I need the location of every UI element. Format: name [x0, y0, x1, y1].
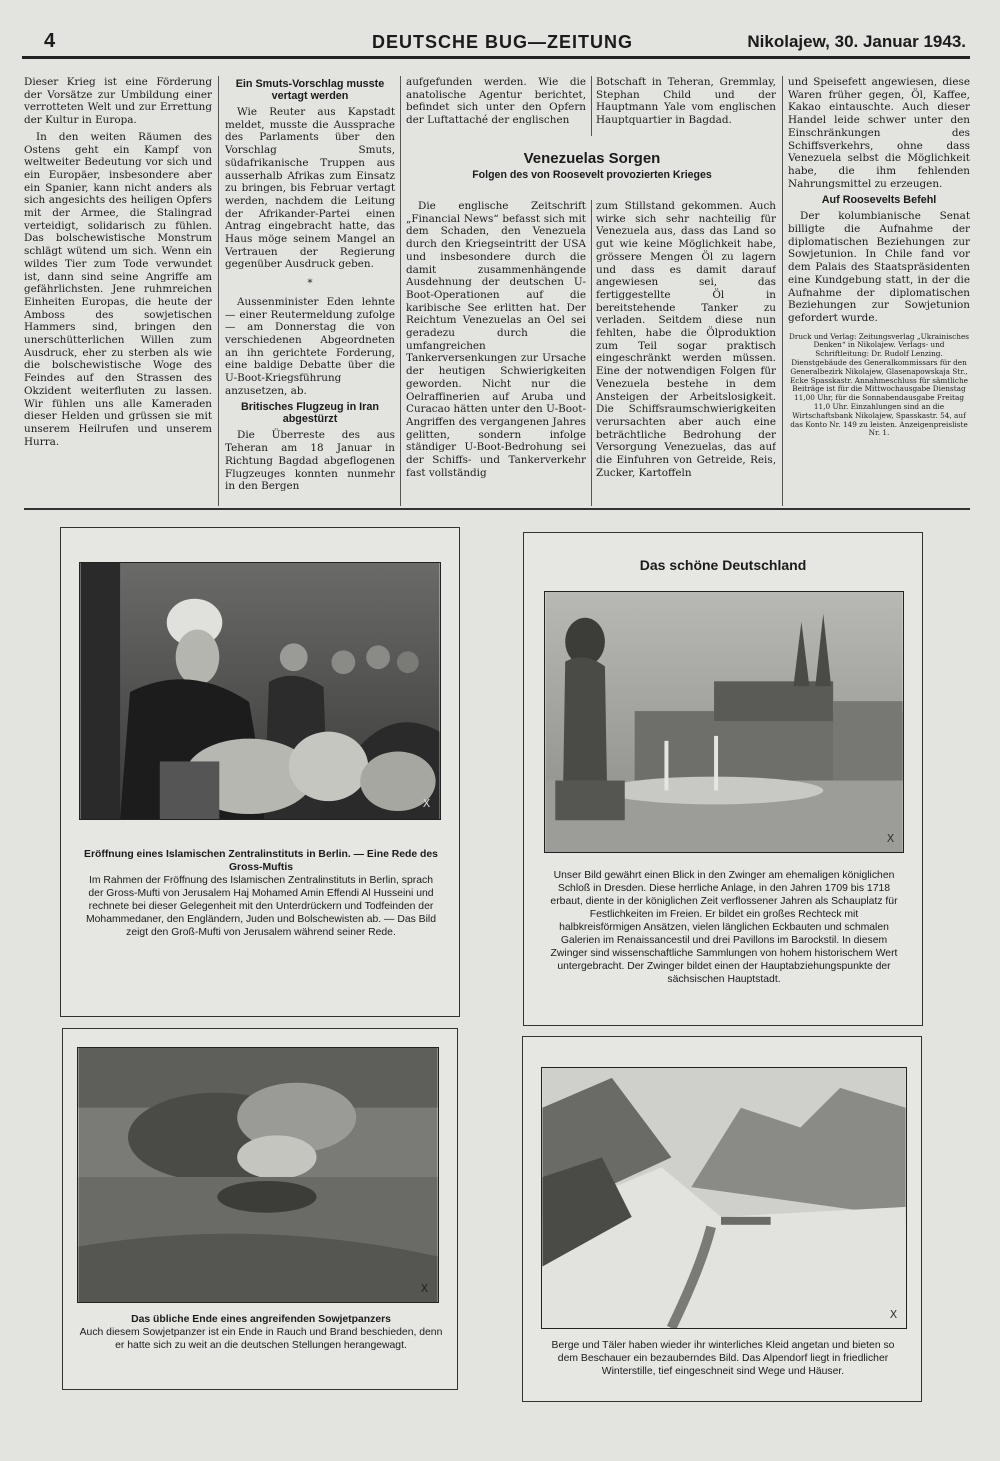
column-5 [788, 76, 970, 506]
article-paragraph: Der kolumbianische Senat billigte die Aufnahme der diplomatischen Beziehungen zur Sowjetunion. In Chile fand vor dem Palais des Staatspräsidenten eine Kundgebung statt, in der die Aufnahme der diplomatischen Beziehungen zur Sowjetunion gefordert wurde. [788, 210, 970, 324]
column-3-top [406, 76, 586, 136]
separator-star: * [307, 277, 313, 290]
caption-text: Berge und Täler haben wieder ihr winterliches Kleid angetan und bieten so dem Beschauer ein bezauberndes Bild. Das Alpendorf liegt in friedlicher Winterstille, tief eingeschneit sind Wege und Häuser. [551, 1340, 895, 1377]
photo-mark: X [420, 1282, 429, 1296]
subheadline-venezuela: Folgen des von Roosevelt provozierten Krieges [472, 169, 712, 181]
caption-dresden [548, 869, 900, 986]
photo-mark: X [889, 1308, 898, 1322]
column-2 [225, 76, 395, 506]
photo-box-alpen [522, 1036, 922, 1402]
caption-text: Auch diesem Sowjetpanzer ist ein Ende in Rauch und Brand beschieden, denn er hatte sich zu weit an die deutschen Stellungen herangewagt. [79, 1327, 443, 1351]
photo-zwinger [544, 591, 904, 853]
photo-alpendorf [541, 1067, 907, 1329]
place-date: Nikolajew, 30. Januar 1943. [747, 32, 966, 51]
article-paragraph: Dieser Krieg ist eine Förderung der Vorsätze zur Umbildung einer verrotteten Welt und zur Errettung der Kultur in Europa. [24, 76, 212, 127]
photo-panzer [77, 1047, 439, 1303]
headline-venezuela: Venezuelas Sorgen [523, 150, 661, 167]
masthead [22, 30, 970, 59]
article-paragraph: In den weiten Räumen des Ostens geht ein Kampf von weltweiter Bedeutung vor sich und ein Europäer, insbesondere aber ein Spanier, kann nicht anders als sich angesichts des heiligen Opfers mit der Armee, die Stalingrad verteidigt, solidarisch zu fühlen. Das bolschewistische Monstrum schlägt wütend um sich. Wenn ein wildes Tier zum Tode verwundet ist, dann sind seine Angriffe am gefährlichsten. Jene ruhmreichen Einheiten Europas, die heute der Amboss des sowjetischen Hammers sind, bringen den unerschütterlichen Willen zum Ausdruck, eher zu sterben als wie die bolschewistische Woge des Feindes auf den Strassen des Okzident weiterfluten zu lassen. Wir fühlen uns alle Kameraden dieser Helden und grüssen sie mit unserem Heilrufen und unserem Hurra. [24, 130, 212, 448]
photo-mark: X [422, 797, 431, 811]
text-columns [24, 76, 970, 506]
caption-title: Eröffnung eines Islamischen Zentralinstituts in Berlin. — Eine Rede des Gross-Muftis [84, 849, 438, 873]
article-paragraph: zum Stillstand gekommen. Auch wirke sich sehr nachteilig für Venezuela aus, dass das Land so gut wie keine Möglichkeit habe, grössere Mengen Öl zu lagern und dass es damit darauf angewiesen sei, das fertiggestellte Öl in bereitstehende Tanker zu verladen. Seitdem diese nun fehlten, habe die Ölproduktion zum Teil sogar praktisch eingeschränkt werden müssen. Eine der notwendigen Folgen für Venezuela bestehe in dem Ansteigen der Arbeitslosigkeit. Die Schiffsraumschwierigkeiten verursachten aber auch eine beträchtliche Bedrohung der Versorgung Venezuelas, das auf die Einfuhren von Getreide, Reis, Zucker, Kartoffeln [596, 200, 776, 479]
column-rule [591, 200, 592, 506]
section-rule [24, 508, 970, 510]
caption-mufti [81, 848, 441, 939]
photo-box-mufti [60, 527, 460, 1017]
article-paragraph: und Speisefett angewiesen, diese Waren früher gegen, Öl, Kaffee, Kakao eintauschte. Auch dieser Handel leide schwer unter den Einschränkungen des Schiffsverkehrs, ohne dass Venezuela selbst die Möglichkeit habe, die ihm fehlenden Nahrungsmittel zu erzeugen. [788, 76, 970, 190]
column-1 [24, 76, 212, 506]
column-rule [782, 76, 783, 506]
caption-text: Unser Bild gewährt einen Blick in den Zwinger am ehemaligen königlichen Schloß in Dresden. Diese herrliche Anlage, in den Jahren 1709 bis 1718 erbaut, diente in der königlichen Zeit verflossener Jahren als Schauplatz für Festlichkeiten im Freien. Er bildet ein großes Rechteck mit halbkreisförmigen Ansätzen, vielen länglichen Eckbauten und schmalen Galerien im Renaissancestil und drei Pavillons im Barockstil. In diesem Zwinger sind wissenschaftliche Sammlungen von hohem historischem Wert untergebracht. Der Zwinger bildet einen der Hauptabziehungspunkte der sächsischen Hauptstadt. [550, 870, 898, 985]
photo-mark: X [886, 832, 895, 846]
article-paragraph: Wie Reuter aus Kapstadt meldet, musste die Aussprache des Parlaments über den Vorschlag Smuts, südafrikanische Truppen aus ausserhalb Afrikas zum Einsatz zu bringen, bis Februar vertagt werden, nachdem die Leitung der Afrikander-Partei einen Antrag eingebracht hatte, das Haus möge seinem Mangel an Vertrauen der Regierung gegenüber Ausdruck geben. [225, 106, 395, 271]
column-rule [591, 76, 592, 136]
newspaper-title: DEUTSCHE BUG—ZEITUNG [372, 32, 634, 52]
caption-text: Im Rahmen der Fröffnung des Islamischen Zentralinstituts in Berlin, sprach der Gross-Mufti von Jerusalem Haj Mohamed Amin Effendi Al Husseini und rechnete bei dieser Gelegenheit mit den Unterdrückern und Todfeinden der Mohammedaner, den Engländern, Juden und Bolschewisten ab. — Das Bild zeigt den Groß-Mufti von Jerusalem während seiner Rede. [85, 875, 437, 938]
venezuela-left [406, 200, 586, 506]
photo-box-panzer [62, 1028, 458, 1390]
photo-mufti [79, 562, 441, 820]
article-paragraph: Die englische Zeitschrift „Financial News“ befasst sich mit dem Schaden, den Venezuela durch den Kriegseintritt der USA und insbesondere durch die damit zusammenhängende Ausdehnung der deutschen U-Boot-Operationen auf die karibische See erlitten hat. Der Reichtum Venezuelas an Oel sei geradezu durch die umfangreichen Tankerversenkungen zur Ursache der heutigen Schwierigkeiten geworden. Nicht nur die Oelraffinerien auf Aruba und Curacao hätten unter den U-Boot-Angriffen des vergangenen Jahres gelitten, sondern infolge ständiger U-Boot-Bedrohung sei der Schiffs- und Tankerverkehr fast vollständig [406, 200, 586, 479]
box-title: Das schöne Deutschland [639, 557, 807, 573]
caption-title: Das übliche Ende eines angreifenden Sowjetpanzers [131, 1314, 391, 1325]
article-paragraph: Die Überreste des aus Teheran am 18 Januar in Richtung Bagdad abgeflogenen Flugzeuges konnten nunmehr in den Bergen [225, 429, 395, 493]
article-paragraph: Aussenminister Eden lehnte — einer Reutermeldung zufolge — am Donnerstag die von verschiedenen Abgeordneten an ihn gerichtete Forderung, eine baldige Debatte über die U-Boot-Kriegsführung anzusetzen, ab. [225, 295, 395, 397]
column-4-top [596, 76, 776, 136]
headline-smuts: Ein Smuts-Vorschlag musste vertagt werden [235, 78, 385, 102]
headline-roosevelt: Auf Roosevelts Befehl [821, 194, 937, 207]
imprint: Druck und Verlag: Zeitungsverlag „Ukrainisches Denken“ in Nikolajew. Verlags- und Schriftleitung: Dr. Rudolf Lenzing. Dienstgebäude des Generalkommissars für den Generalbezirk Nikolajew, Glasenapowskaja Str., Ecke Spasskastr. Annahmeschluss für sämtliche Beiträge ist für die Mittwochausgabe Dienstag 11,00 Uhr, für die Sonnabendausgabe Freitag 11,0 Uhr. Einzahlungen sind an die Wirtschaftsbank Nikolajew, Spasskastr. 54, auf das Konto Nr. 149 zu leisten. Anzeigenpreisliste Nr. 1. [788, 331, 970, 438]
venezuela-head [406, 142, 778, 186]
page-number: 4 [44, 30, 56, 52]
column-rule [400, 76, 401, 506]
caption-panzer [77, 1313, 445, 1352]
photo-box-dresden [523, 532, 923, 1026]
article-paragraph: aufgefunden werden. Wie die anatolische Agentur berichtet, befindet sich unter den Opfern der Luftattaché der englischen [406, 76, 586, 127]
article-paragraph: Botschaft in Teheran, Gremmlay, Stephan Child und der Hauptmann Yale vom englischen Hauptquartier in Bagdad. [596, 76, 776, 127]
column-rule [218, 76, 219, 506]
headline-flugzeug: Britisches Flugzeug in Iran abgestürzt [241, 401, 379, 426]
venezuela-right [596, 200, 776, 506]
caption-alpen [545, 1339, 901, 1378]
